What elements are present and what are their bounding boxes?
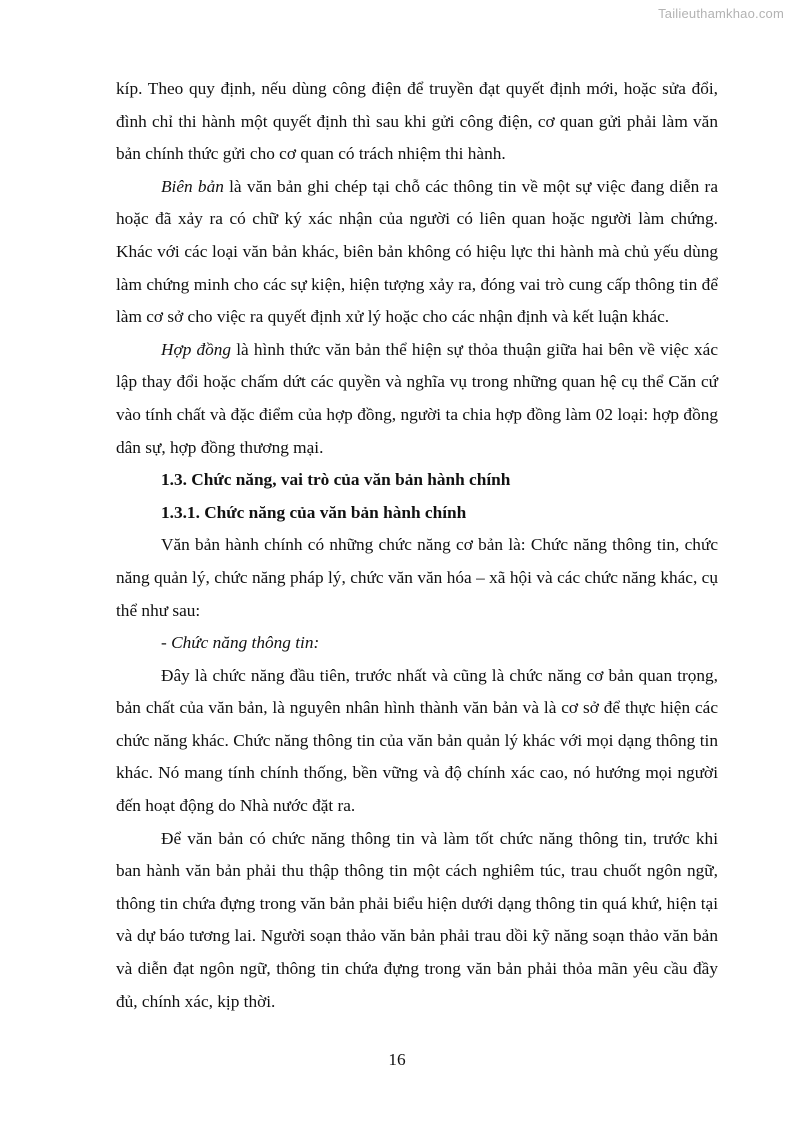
section-heading-1-3-1: 1.3.1. Chức năng của văn bản hành chính: [161, 502, 467, 522]
list-item-information-function: - Chức năng thông tin:: [161, 633, 320, 653]
term-hop-dong: Hợp đồng: [161, 339, 232, 359]
paragraph-functions-intro: Văn bản hành chính có những chức năng cơ bản là: Chức năng thông tin, chức năng quản lý, chức năng pháp lý, chức văn văn hóa – xã hội và các chức năng khác, cụ thể như sau:: [116, 535, 718, 620]
paragraph-hop-dong: [116, 334, 718, 464]
paragraph-information-function: Đây là chức năng đầu tiên, trước nhất và cũng là chức năng cơ bản quan trọng, bản chất của văn bản, là nguyên nhân hình thành văn bản và là cơ sở để thực hiện các chức năng khác. Chức năng thông tin của văn bản quản lý khác với mọi dạng thông tin khác. Nó mang tính chính thống, bền vững và độ chính xác cao, nó hướng mọi người đến hoạt động do Nhà nước đặt ra.: [116, 665, 718, 816]
watermark-text: Tailieuthamkhao.com: [658, 6, 784, 21]
paragraph-hop-dong-text: là hình thức văn bản thể hiện sự thỏa thuận giữa hai bên về việc xác lập thay đổi hoặc chấm dứt các quyền và nghĩa vụ trong những quan hệ cụ thể Căn cứ vào tính chất và đặc điểm của hợp đồng, người ta chia hợp đồng làm 02 loại: hợp đồng dân sự, hợp đồng thương mại.: [116, 339, 718, 457]
term-bien-ban: Biên bản: [161, 176, 224, 196]
paragraph-bien-ban: [116, 171, 718, 334]
document-body: [116, 73, 718, 1018]
paragraph-bien-ban-text: là văn bản ghi chép tại chỗ các thông tin về một sự việc đang diễn ra hoặc đã xảy ra có chữ ký xác nhận của người có liên quan hoặc người làm chứng. Khác với các loại văn bản khác, biên bản không có hiệu lực thi hành mà chủ yếu dùng làm chứng minh cho các sự kiện, hiện tượng xảy ra, đóng vai trò cung cấp thông tin để làm cơ sở cho việc ra quyết định xử lý hoặc cho các nhận định và kết luận khác.: [116, 176, 718, 327]
page-number: 16: [388, 1050, 406, 1069]
section-heading-1-3: 1.3. Chức năng, vai trò của văn bản hành chính: [161, 470, 511, 490]
paragraph-continuation: kíp. Theo quy định, nếu dùng công điện để truyền đạt quyết định mới, hoặc sửa đổi, đình chỉ thi hành một quyết định thì sau khi gửi công điện, cơ quan gửi phải làm văn bản chính thức gửi cho cơ quan có trách nhiệm thi hành.: [116, 79, 718, 164]
paragraph-information-requirements: Để văn bản có chức năng thông tin và làm tốt chức năng thông tin, trước khi ban hành văn bản phải thu thập thông tin một cách nghiêm túc, trau chuốt ngôn ngữ, thông tin chứa đựng trong văn bản phải biểu hiện dưới dạng thông tin quá khứ, hiện tại và dự báo tương lai. Người soạn thảo văn bản phải trau dồi kỹ năng soạn thảo văn bản và diễn đạt ngôn ngữ, thông tin chứa đựng trong văn bản phải thỏa mãn yêu cầu đầy đủ, chính xác, kịp thời.: [116, 828, 718, 1011]
